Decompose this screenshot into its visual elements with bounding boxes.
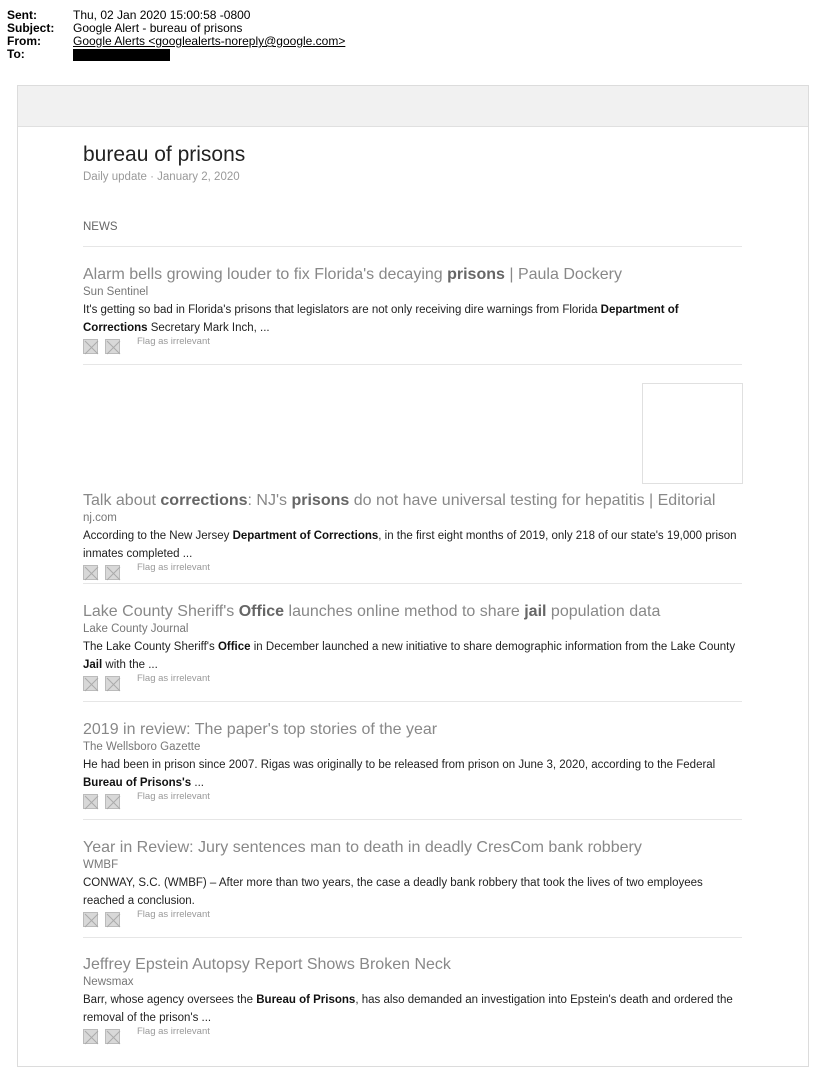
news-title-link[interactable]: Lake County Sheriff's Office launches online method to share jail population data bbox=[83, 603, 661, 620]
share-icon-2[interactable] bbox=[105, 794, 120, 809]
flag-irrelevant-link[interactable]: Flag as irrelevant bbox=[137, 562, 210, 573]
news-snippet: CONWAY, S.C. (WMBF) – After more than two years, the case a deadly bank robbery that took the lives of two employees reached a conclusion. bbox=[83, 877, 703, 907]
alert-email-body bbox=[17, 85, 809, 1067]
news-snippet: It's getting so bad in Florida's prisons that legislators are not only receiving dire warnings from Florida Department of Corrections Secretary Mark Inch, ... bbox=[83, 304, 679, 334]
header-label: To: bbox=[7, 47, 25, 61]
flag-irrelevant-link[interactable]: Flag as irrelevant bbox=[137, 673, 210, 684]
alert-subtitle: Daily update · January 2, 2020 bbox=[83, 171, 240, 183]
divider bbox=[83, 819, 742, 820]
email-header bbox=[7, 9, 345, 61]
header-row bbox=[7, 35, 345, 48]
news-source: The Wellsboro Gazette bbox=[83, 741, 201, 753]
divider bbox=[83, 246, 742, 247]
news-title-link[interactable]: 2019 in review: The paper's top stories of the year bbox=[83, 721, 438, 738]
divider bbox=[83, 364, 742, 365]
item-actions bbox=[83, 674, 743, 691]
news-source: Sun Sentinel bbox=[83, 286, 149, 298]
share-icon-2[interactable] bbox=[105, 1029, 120, 1044]
divider bbox=[83, 937, 742, 938]
share-icon[interactable] bbox=[83, 1029, 98, 1044]
share-icon-2[interactable] bbox=[105, 565, 120, 580]
header-row bbox=[7, 48, 345, 61]
news-title-link[interactable]: Talk about corrections: NJ's prisons do not have universal testing for hepatitis | Editorial bbox=[83, 492, 716, 509]
flag-irrelevant-link[interactable]: Flag as irrelevant bbox=[137, 336, 210, 347]
share-icon[interactable] bbox=[83, 794, 98, 809]
news-title-link[interactable]: Alarm bells growing louder to fix Florida's decaying prisons | Paula Dockery bbox=[83, 266, 622, 283]
share-icon[interactable] bbox=[83, 565, 98, 580]
share-icon[interactable] bbox=[83, 339, 98, 354]
flag-irrelevant-link[interactable]: Flag as irrelevant bbox=[137, 909, 210, 920]
news-source: WMBF bbox=[83, 859, 119, 871]
header-value[interactable]: Google Alerts <googlealerts-noreply@google.com> bbox=[73, 34, 346, 48]
flag-irrelevant-link[interactable]: Flag as irrelevant bbox=[137, 1026, 210, 1037]
news-title-link[interactable]: Jeffrey Epstein Autopsy Report Shows Broken Neck bbox=[83, 956, 451, 973]
item-actions bbox=[83, 792, 743, 809]
header-label: Subject: bbox=[7, 21, 55, 35]
section-heading: NEWS bbox=[83, 221, 118, 233]
top-banner bbox=[18, 86, 808, 127]
header-label: From: bbox=[7, 34, 41, 48]
share-icon[interactable] bbox=[83, 912, 98, 927]
item-actions bbox=[83, 337, 743, 354]
news-source: Newsmax bbox=[83, 976, 134, 988]
share-icon[interactable] bbox=[83, 676, 98, 691]
divider bbox=[83, 583, 742, 584]
news-item bbox=[83, 839, 743, 927]
header-value: Thu, 02 Jan 2020 15:00:58 -0800 bbox=[73, 8, 251, 22]
header-value: Google Alert - bureau of prisons bbox=[73, 21, 243, 35]
news-source: nj.com bbox=[83, 512, 117, 524]
news-item bbox=[83, 492, 743, 580]
news-source: Lake County Journal bbox=[83, 623, 189, 635]
news-item bbox=[83, 956, 743, 1044]
share-icon-2[interactable] bbox=[105, 339, 120, 354]
header-label: Sent: bbox=[7, 8, 37, 22]
item-actions bbox=[83, 910, 743, 927]
news-item bbox=[83, 266, 743, 354]
news-item bbox=[83, 721, 743, 809]
news-item bbox=[83, 603, 743, 691]
flag-irrelevant-link[interactable]: Flag as irrelevant bbox=[137, 791, 210, 802]
news-snippet: The Lake County Sheriff's Office in December launched a new initiative to share demographic information from the Lake County Jail with the ... bbox=[83, 641, 736, 671]
news-title-link[interactable]: Year in Review: Jury sentences man to death in deadly CresCom bank robbery bbox=[83, 839, 642, 856]
share-icon-2[interactable] bbox=[105, 912, 120, 927]
alert-title: bureau of prisons bbox=[83, 143, 246, 166]
item-actions bbox=[83, 563, 743, 580]
item-actions bbox=[83, 1027, 743, 1044]
image-placeholder bbox=[642, 383, 743, 484]
redacted-recipient bbox=[73, 49, 170, 61]
news-snippet: Barr, whose agency oversees the Bureau of Prisons, has also demanded an investigation into Epstein's death and ordered the removal of the prison's ... bbox=[83, 994, 733, 1024]
news-snippet: According to the New Jersey Department of Corrections, in the first eight months of 2019, only 218 of our state's 19,000 prison inmates completed ... bbox=[83, 530, 737, 560]
divider bbox=[83, 701, 742, 702]
news-snippet: He had been in prison since 2007. Rigas was originally to be released from prison on June 3, 2020, according to the Federal Bureau of Prisons's ... bbox=[83, 759, 716, 789]
share-icon-2[interactable] bbox=[105, 676, 120, 691]
